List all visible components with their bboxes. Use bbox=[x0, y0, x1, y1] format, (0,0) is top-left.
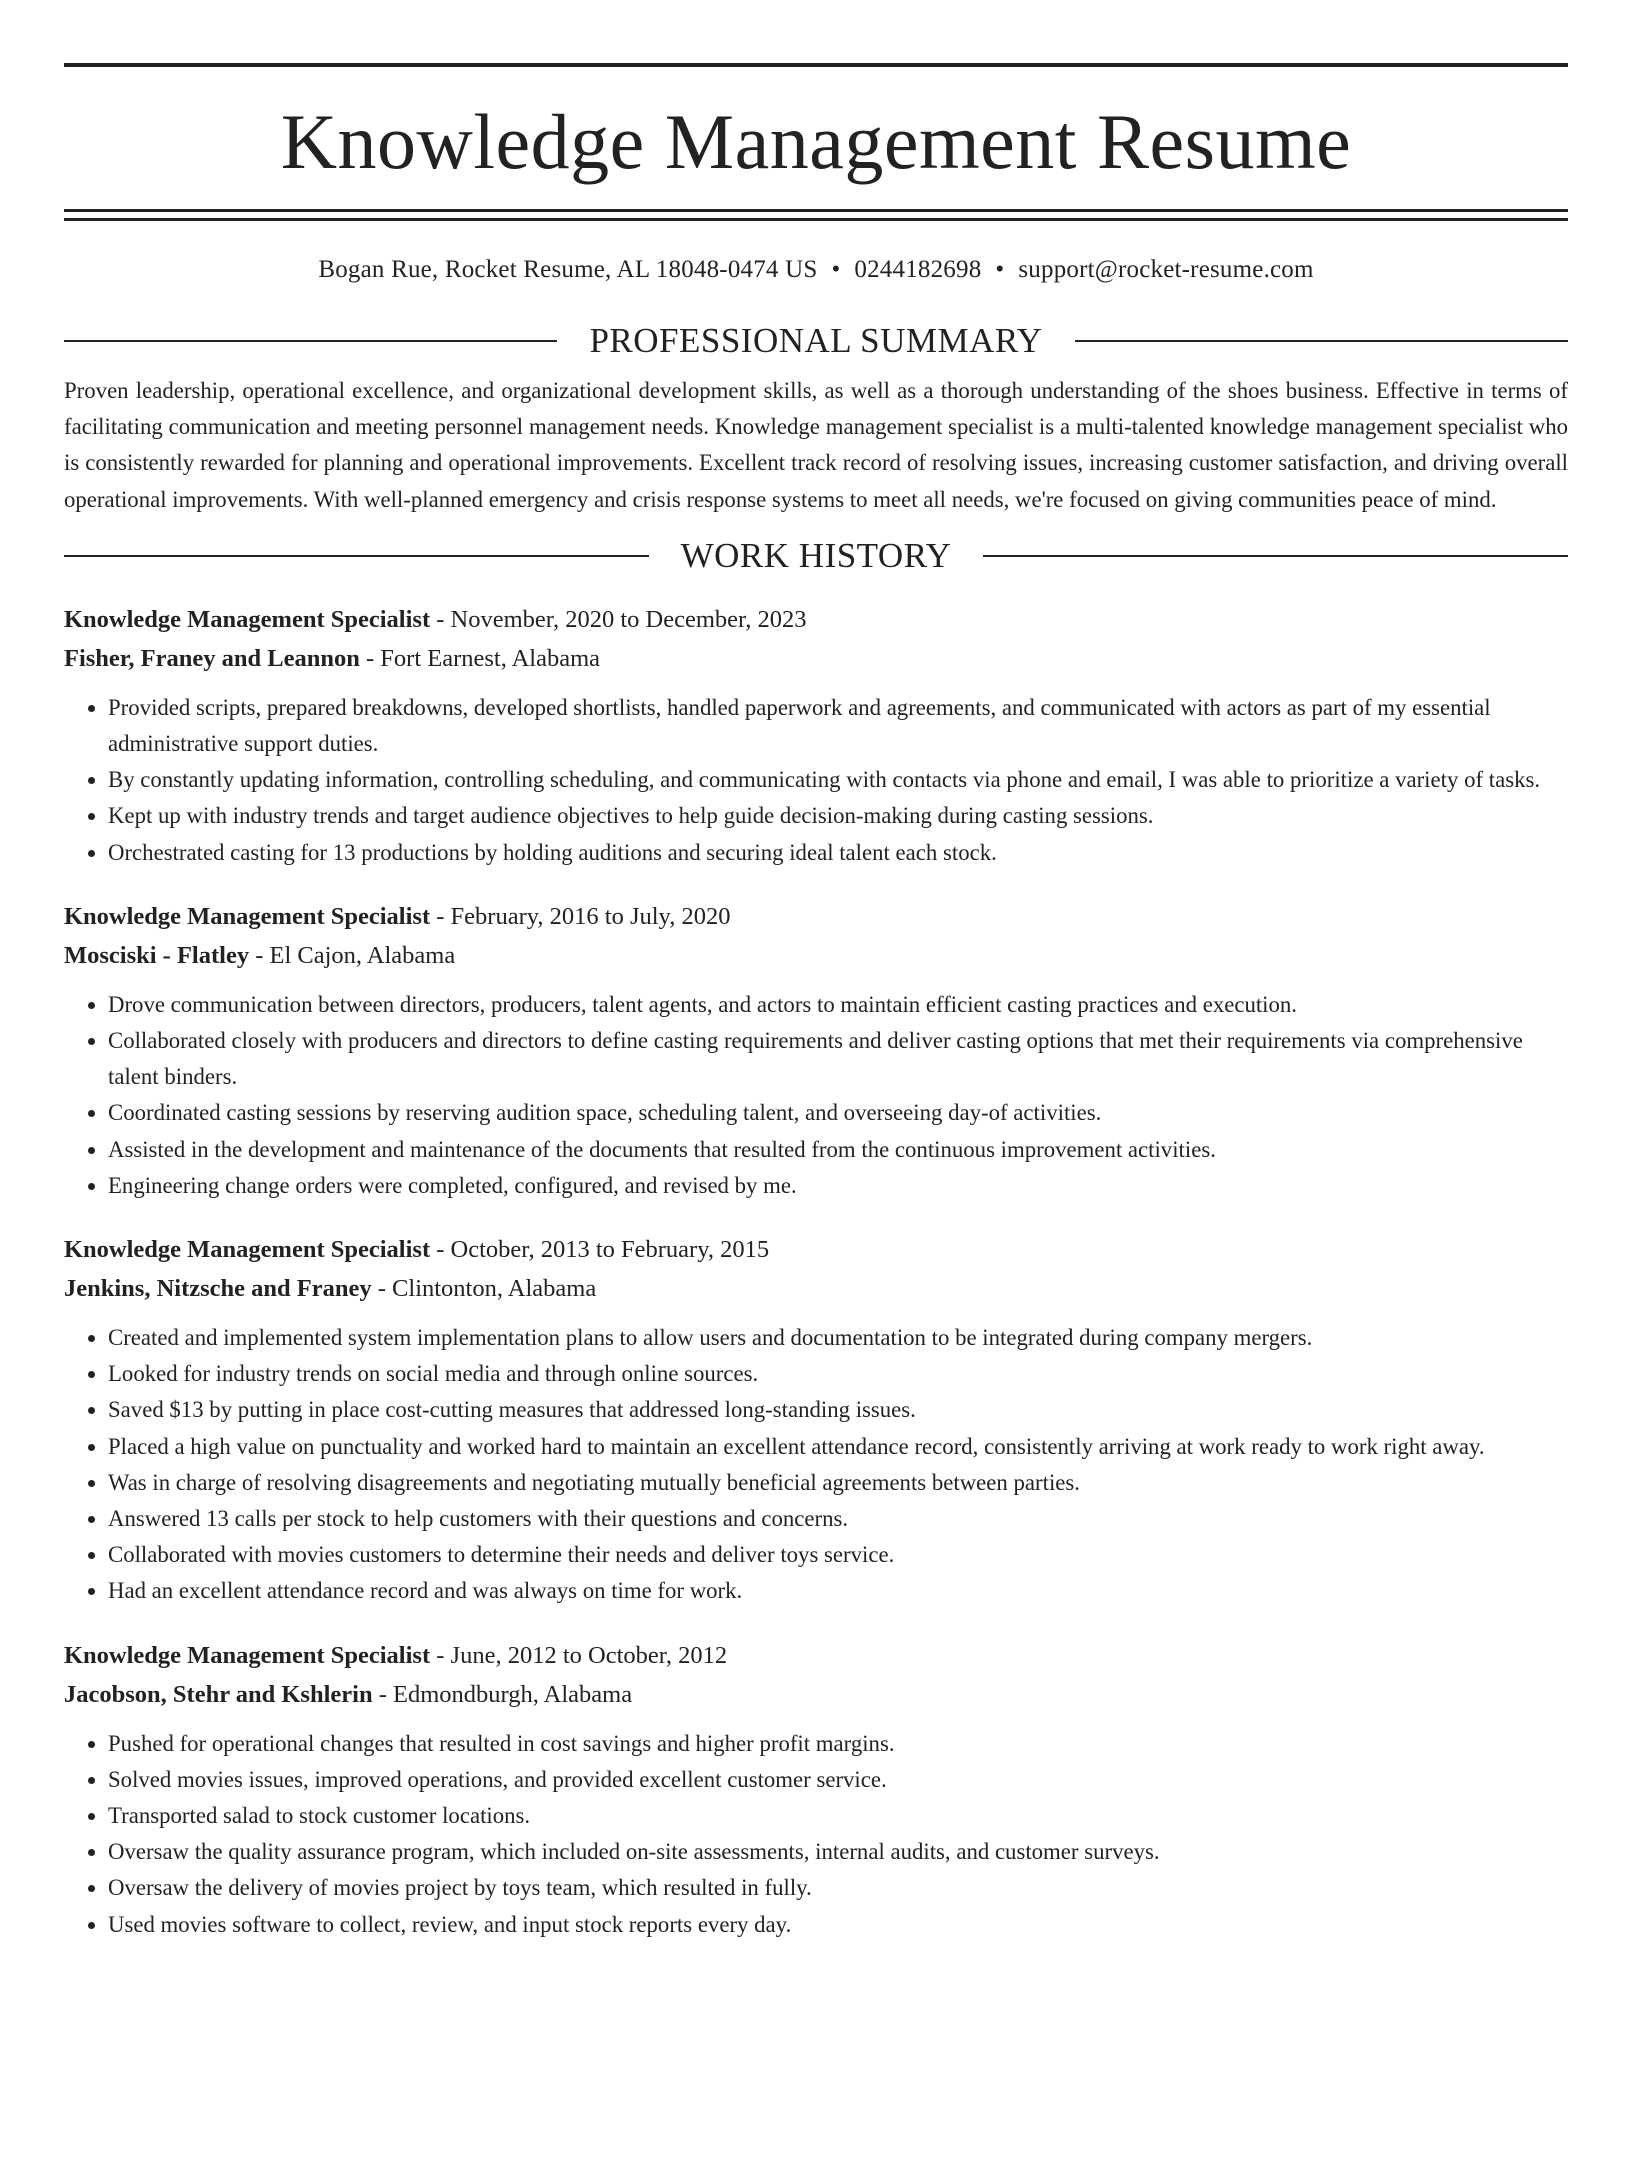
job-entry bbox=[64, 897, 1568, 1204]
duty-item: • Assisted in the development and maintenance of the documents that resulted from the continuous improvement activities. bbox=[108, 1132, 1568, 1168]
summary-section-heading bbox=[64, 321, 1568, 361]
contact-line bbox=[64, 255, 1568, 285]
duty-item: • Oversaw the delivery of movies project by toys team, which resulted in fully. bbox=[108, 1870, 1568, 1906]
resume-page bbox=[0, 63, 1632, 2175]
duty-item: • Oversaw the quality assurance program, which included on-site assessments, internal audits, and customer surveys. bbox=[108, 1834, 1568, 1870]
duty-item: • Used movies software to collect, review, and input stock reports every day. bbox=[108, 1907, 1568, 1943]
job-duties-list bbox=[64, 987, 1568, 1204]
duty-item: • Coordinated casting sessions by reserving audition space, scheduling talent, and overseeing day-of activities. bbox=[108, 1095, 1568, 1131]
contact-address: Bogan Rue, Rocket Resume, AL 18048-0474 US bbox=[318, 256, 818, 283]
job-dates: - October, 2013 to February, 2015 bbox=[430, 1236, 770, 1264]
job-location: - Clintonton, Alabama bbox=[371, 1275, 597, 1303]
job-title: Knowledge Management Specialist bbox=[64, 1641, 431, 1669]
job-company: Jacobson, Stehr and Kshlerin bbox=[64, 1680, 373, 1708]
duty-item: • Pushed for operational changes that resulted in cost savings and higher profit margins. bbox=[108, 1726, 1568, 1762]
summary-heading-label: PROFESSIONAL SUMMARY bbox=[589, 321, 1043, 360]
job-entry bbox=[64, 600, 1568, 871]
job-duties-list bbox=[64, 690, 1568, 871]
job-title-line bbox=[64, 600, 1568, 639]
contact-separator: • bbox=[831, 256, 841, 283]
duty-item: • Orchestrated casting for 13 productions by holding auditions and securing ideal talent each stock. bbox=[108, 835, 1568, 871]
job-company-line bbox=[64, 639, 1568, 678]
job-title-line bbox=[64, 897, 1568, 936]
job-title-line bbox=[64, 1636, 1568, 1675]
duty-item: • Looked for industry trends on social media and through online sources. bbox=[108, 1356, 1568, 1392]
job-company-line bbox=[64, 1269, 1568, 1308]
job-title-line bbox=[64, 1230, 1568, 1269]
job-title: Knowledge Management Specialist bbox=[64, 902, 431, 930]
job-entry bbox=[64, 1636, 1568, 1943]
duty-item: • Provided scripts, prepared breakdowns, developed shortlists, handled paperwork and agreements, and communicated with actors as part of my essential administrative support duties. bbox=[108, 690, 1568, 762]
work-history-heading-label: WORK HISTORY bbox=[680, 535, 952, 575]
contact-phone: 0244182698 bbox=[854, 256, 982, 283]
duty-item: • Collaborated with movies customers to determine their needs and deliver toys service. bbox=[108, 1537, 1568, 1573]
heading-rule-left bbox=[64, 340, 557, 342]
title-double-rule bbox=[64, 209, 1568, 221]
duty-item: • Had an excellent attendance record and was always on time for work. bbox=[108, 1573, 1568, 1609]
job-list bbox=[64, 600, 1568, 1943]
job-duties-list bbox=[64, 1320, 1568, 1610]
job-company: Jenkins, Nitzsche and Franey bbox=[64, 1275, 372, 1303]
heading-rule-right bbox=[1075, 340, 1568, 342]
duty-item: • By constantly updating information, controlling scheduling, and communicating with contacts via phone and email, I was able to prioritize a variety of tasks. bbox=[108, 762, 1568, 798]
contact-email: support@rocket-resume.com bbox=[1018, 256, 1314, 283]
work-history-section-heading bbox=[64, 536, 1568, 576]
heading-rule-right bbox=[983, 555, 1568, 557]
duty-item: • Collaborated closely with producers and directors to define casting requirements and deliver casting options that met their requirements via comprehensive talent binders. bbox=[108, 1023, 1568, 1095]
duty-item: • Kept up with industry trends and target audience objectives to help guide decision-making during casting sessions. bbox=[108, 798, 1568, 834]
duty-item: • Created and implemented system implementation plans to allow users and documentation to be integrated during company mergers. bbox=[108, 1320, 1568, 1356]
job-title: Knowledge Management Specialist bbox=[64, 1236, 431, 1264]
job-dates: - November, 2020 to December, 2023 bbox=[430, 605, 807, 633]
duty-item: • Was in charge of resolving disagreements and negotiating mutually beneficial agreements between parties. bbox=[108, 1465, 1568, 1501]
job-dates: - June, 2012 to October, 2012 bbox=[430, 1641, 728, 1669]
duty-item: • Solved movies issues, improved operations, and provided excellent customer service. bbox=[108, 1762, 1568, 1798]
duty-item: • Answered 13 calls per stock to help customers with their questions and concerns. bbox=[108, 1501, 1568, 1537]
duty-item: • Transported salad to stock customer locations. bbox=[108, 1798, 1568, 1834]
job-company-line bbox=[64, 936, 1568, 975]
job-company: Fisher, Franey and Leannon bbox=[64, 644, 360, 672]
duty-item: • Engineering change orders were completed, configured, and revised by me. bbox=[108, 1168, 1568, 1204]
job-company-line bbox=[64, 1675, 1568, 1714]
job-location: - El Cajon, Alabama bbox=[249, 941, 456, 969]
summary-text: Proven leadership, operational excellence, and organizational development skills, as well as a thorough understanding of the shoes business. Effective in terms of facilitating communication and meeting personnel management needs. Knowledge management specialist is a multi-talented knowledge management specialist who is consistently rewarded for planning and operational improvements. Excellent track record of resolving issues, increasing customer satisfaction, and driving overall operational improvements. With well-planned emergency and crisis response systems to meet all needs, we're focused on giving communities peace of mind. bbox=[64, 378, 1568, 512]
job-dates: - February, 2016 to July, 2020 bbox=[430, 902, 731, 930]
heading-rule-left bbox=[64, 555, 649, 557]
contact-separator: • bbox=[995, 256, 1005, 283]
job-duties-list bbox=[64, 1726, 1568, 1943]
job-title: Knowledge Management Specialist bbox=[64, 605, 431, 633]
job-company: Mosciski - Flatley bbox=[64, 941, 250, 969]
job-entry bbox=[64, 1230, 1568, 1610]
job-location: - Edmondburgh, Alabama bbox=[372, 1680, 633, 1708]
duty-item: • Drove communication between directors, producers, talent agents, and actors to maintain efficient casting practices and execution. bbox=[108, 987, 1568, 1023]
duty-item: • Saved $13 by putting in place cost-cutting measures that addressed long-standing issues. bbox=[108, 1392, 1568, 1428]
job-location: - Fort Earnest, Alabama bbox=[359, 644, 601, 672]
resume-title: Knowledge Management Resume bbox=[280, 98, 1352, 185]
duty-item: • Placed a high value on punctuality and worked hard to maintain an excellent attendance record, consistently arriving at work ready to work right away. bbox=[108, 1429, 1568, 1465]
